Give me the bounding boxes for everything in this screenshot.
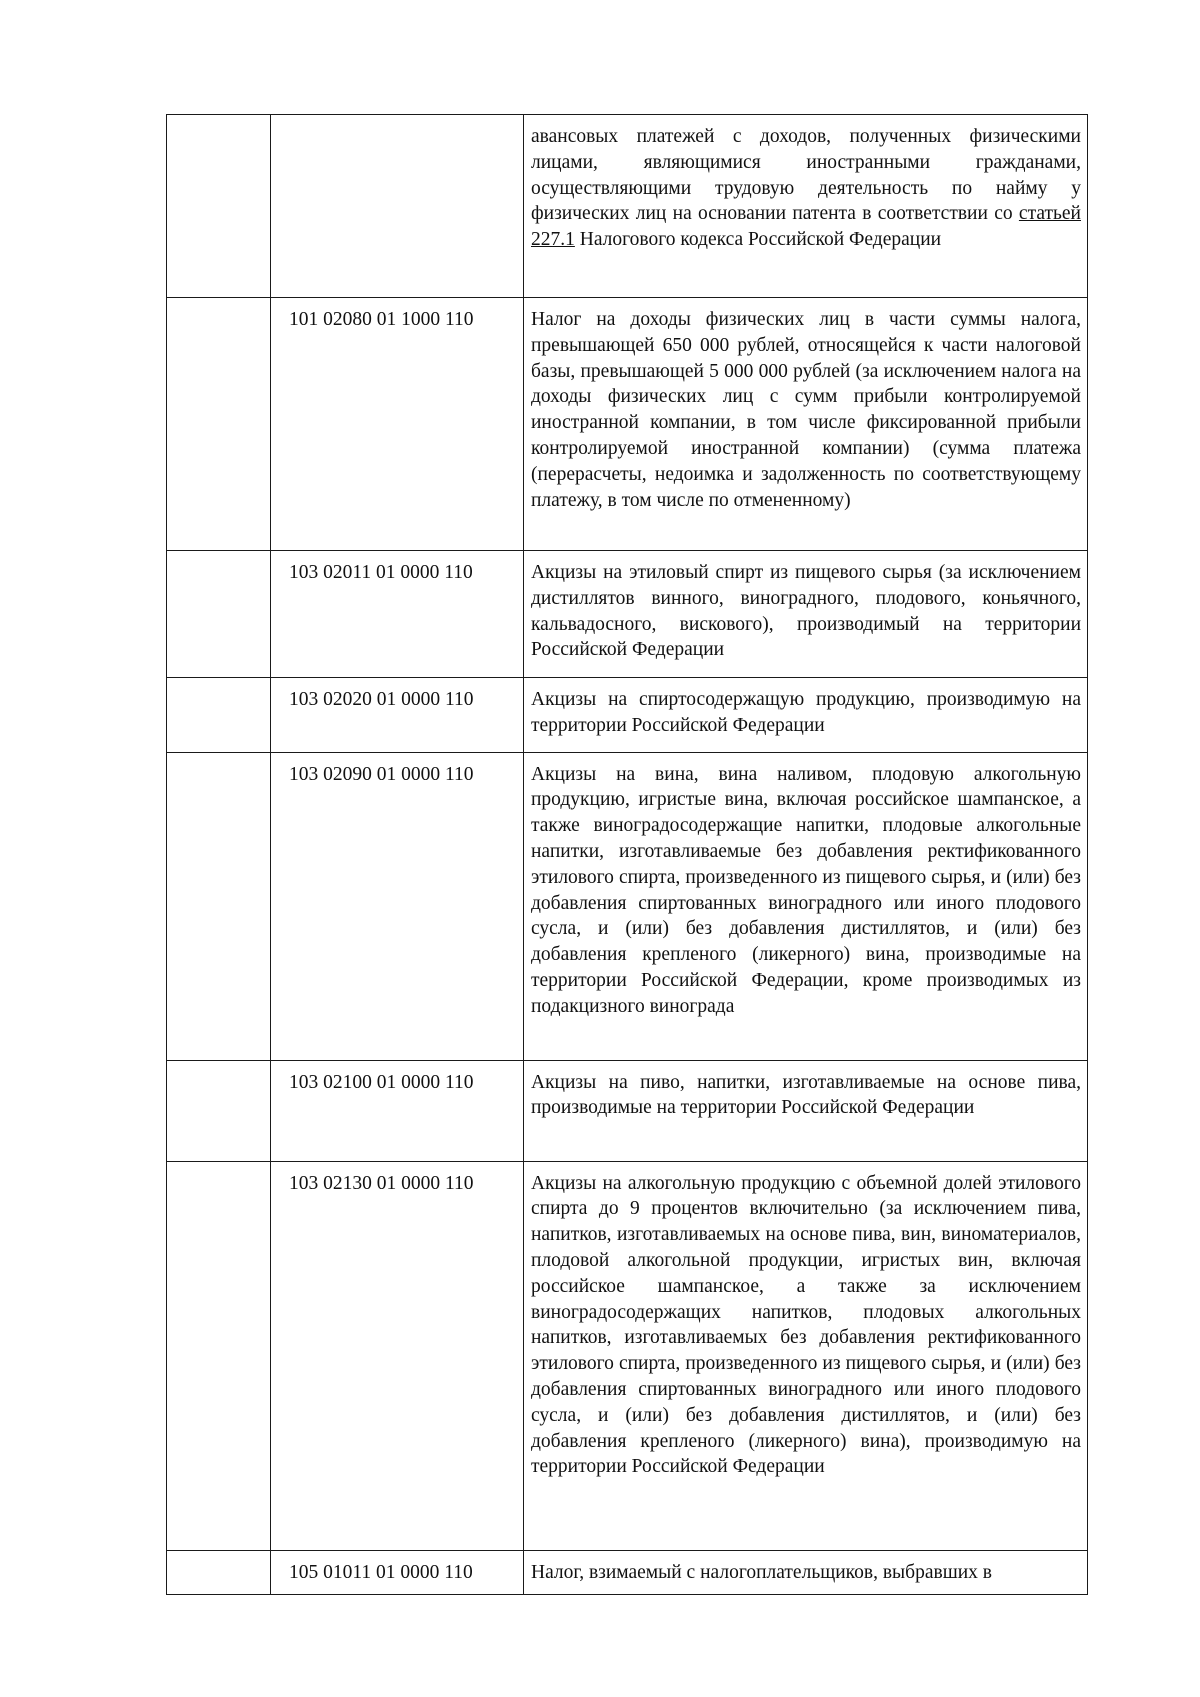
admin-code-cell — [167, 1550, 271, 1594]
description-cell: Акцизы на пиво, напитки, изготавливаемые на основе пива, производимые на территории Российской Федерации — [524, 1060, 1088, 1161]
table-row — [167, 298, 1088, 551]
admin-code-cell — [167, 115, 271, 298]
budget-code-cell: 103 02011 01 0000 110 — [271, 551, 524, 678]
budget-code-cell: 105 01011 01 0000 110 — [271, 1550, 524, 1594]
admin-code-cell — [167, 298, 271, 551]
description-cell: Акцизы на спиртосодержащую продукцию, производимую на территории Российской Федерации — [524, 678, 1088, 753]
admin-code-cell — [167, 551, 271, 678]
table-row — [167, 1060, 1088, 1161]
budget-code-cell: 103 02090 01 0000 110 — [271, 752, 524, 1060]
admin-code-cell — [167, 1161, 271, 1550]
table-row — [167, 1550, 1088, 1594]
budget-code-cell: 101 02080 01 1000 110 — [271, 298, 524, 551]
table-row — [167, 551, 1088, 678]
tax-code-article-link[interactable]: статьей 227.1 — [531, 203, 1081, 251]
description-text: Налогового кодекса Российской Федерации — [574, 229, 942, 251]
table-row — [167, 678, 1088, 753]
admin-code-cell — [167, 678, 271, 753]
budget-code-cell — [271, 115, 524, 298]
admin-code-cell — [167, 752, 271, 1060]
description-cell: Акцизы на вина, вина наливом, плодовую алкогольную продукцию, игристые вина, включая российское шампанское, а также виноградосодержащие напитки, плодовые алкогольные напитки, изготавливаемые без добавления ректификованного этилового спирта, произведенного из пищевого сырья, и (или) без добавления спиртованных виноградного или иного плодового сусла, и (или) без добавления дистиллятов, и (или) без добавления крепленого (ликерного) вина, производимые на территории Российской Федерации, кроме производимых из подакцизного винограда — [524, 752, 1088, 1060]
description-cell: Налог на доходы физических лиц в части суммы налога, превышающей 650 000 рублей, относящейся к части налоговой базы, превышающей 5 000 000 рублей (за исключением налога на доходы физических лиц с сумм прибыли контролируемой иностранной компании, в том числе фиксированной прибыли контролируемой иностранной компании) (сумма платежа (перерасчеты, недоимка и задолженность по соответствующему платежу, в том числе по отмененному) — [524, 298, 1088, 551]
budget-code-cell: 103 02020 01 0000 110 — [271, 678, 524, 753]
table-row — [167, 115, 1088, 298]
description-cell — [524, 115, 1088, 298]
description-cell: Налог, взимаемый с налогоплательщиков, выбравших в — [524, 1550, 1088, 1594]
table-row — [167, 752, 1088, 1060]
budget-codes-table — [166, 114, 1088, 1595]
description-text: авансовых платежей с доходов, полученных физическими лицами, являющимися иностранными гражданами, осуществляющими трудовую деятельность по найму у физических лиц на основании патента в соответствии со — [531, 126, 1081, 225]
budget-code-cell: 103 02130 01 0000 110 — [271, 1161, 524, 1550]
table-row — [167, 1161, 1088, 1550]
description-cell: Акцизы на алкогольную продукцию с объемной долей этилового спирта до 9 процентов включительно (за исключением пива, напитков, изготавливаемых на основе пива, вин, виноматериалов, плодовой алкогольной продукции, игристых вин, включая российское шампанское, а также за исключением виноградосодержащих напитков, плодовых алкогольных напитков, изготавливаемых без добавления ректификованного этилового спирта, произведенного из пищевого сырья, и (или) без добавления спиртованных виноградного или иного плодового сусла, и (или) без добавления дистиллятов, и (или) без добавления крепленого (ликерного) вина), производимую на территории Российской Федерации — [524, 1161, 1088, 1550]
description-cell: Акцизы на этиловый спирт из пищевого сырья (за исключением дистиллятов винного, виноградного, плодового, коньячного, кальвадосного, вискового), производимый на территории Российской Федерации — [524, 551, 1088, 678]
budget-code-cell: 103 02100 01 0000 110 — [271, 1060, 524, 1161]
admin-code-cell — [167, 1060, 271, 1161]
